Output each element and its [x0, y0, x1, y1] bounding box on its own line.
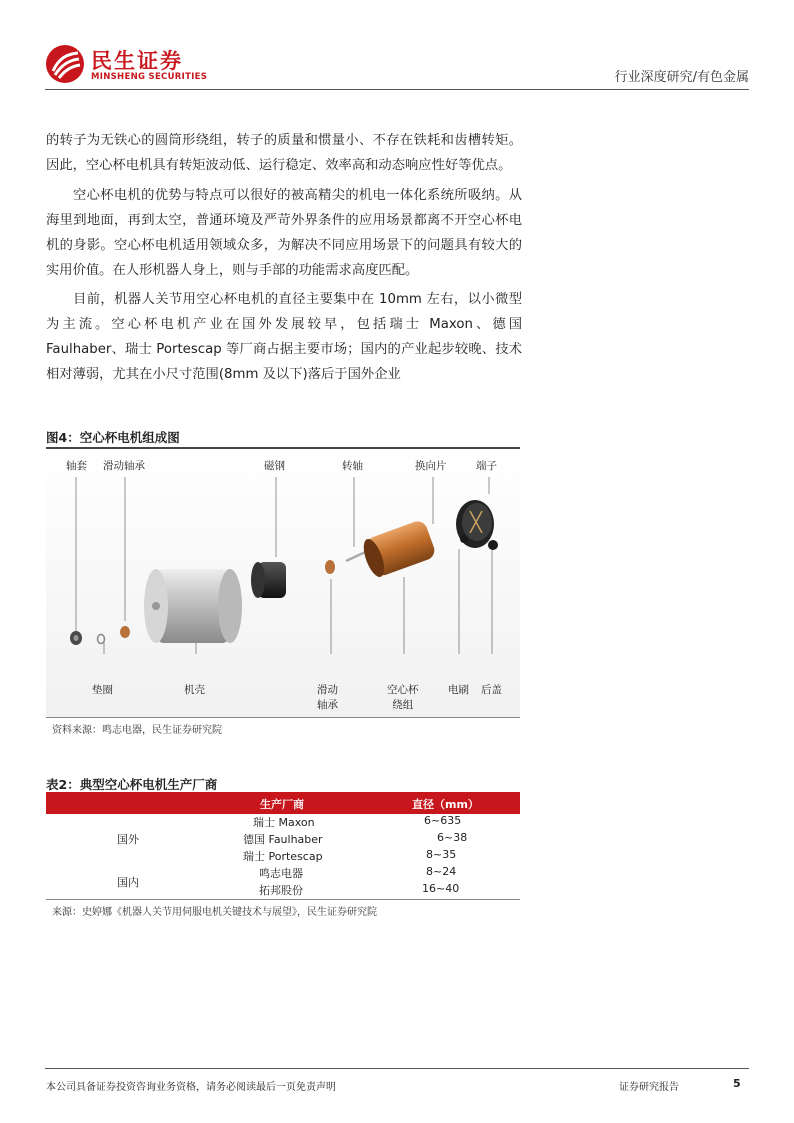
label-rear-cover: 后盖 — [481, 684, 502, 696]
minsheng-logo-icon — [45, 44, 85, 84]
label-brush: 电刷 — [448, 684, 469, 696]
label-magnet: 磁钢 — [264, 460, 285, 472]
report-category: 行业深度研究/有色金属 — [614, 70, 749, 85]
table-row-diameter: 6~38 — [437, 831, 468, 844]
footer-divider — [45, 1068, 749, 1069]
table-row-diameter: 16~40 — [422, 882, 460, 895]
table-row-diameter: 6~635 — [424, 814, 462, 827]
label-washer: 垫圈 — [92, 684, 113, 696]
label-terminal: 端子 — [476, 460, 497, 472]
logo-text-en: MINSHENG SECURITIES — [91, 72, 208, 82]
table-group-domestic: 国内 — [117, 876, 139, 889]
page-number: 5 — [733, 1077, 741, 1090]
footer-report-type: 证券研究报告 — [619, 1082, 679, 1093]
table-title: 表2：典型空心杯电机生产厂商 — [46, 777, 218, 792]
label-coreless-winding: 空心杯 绕组 — [387, 684, 419, 711]
figure-source: 资料来源：鸣志电器，民生证券研究院 — [52, 725, 222, 736]
table-row-maker: 瑞士 Portescap — [243, 850, 323, 863]
label-shaft-sleeve: 轴套 — [66, 460, 87, 472]
figure-bottom-rule — [46, 717, 520, 718]
label-sliding-bearing-top: 滑动轴承 — [103, 460, 145, 472]
table-row-diameter: 8~24 — [426, 865, 457, 878]
table-header-row — [46, 792, 520, 814]
footer-disclaimer: 本公司具备证券投资咨询业务资格，请务必阅读最后一页免责声明 — [46, 1082, 336, 1093]
logo-text-cn: 民生证券 — [91, 49, 183, 73]
table-row-maker: 德国 Faulhaber — [243, 833, 323, 846]
label-shaft: 转轴 — [342, 460, 363, 472]
label-commutator: 换向片 — [415, 460, 447, 472]
paragraph-2: 空心杯电机的优势与特点可以很好的被高精尖的机电一体化系统所吸纳。从海里到地面，再到太空，普通环境及严苛外界条件的应用场景都离不开空心杯电机的身影。空心杯电机适用领域众多，为解决不同应用场景下的问题具有较大的实用价值。在人形机器人身上，则与手部的功能需求高度匹配。 — [46, 188, 522, 278]
table-header-maker: 生产厂商 — [260, 798, 304, 811]
table-source: 来源：史婷娜《机器人关节用伺服电机关键技术与展望》，民生证券研究院 — [52, 907, 377, 918]
paragraph-1: 的转子为无铁心的圆筒形绕组，转子的质量和惯量小、不存在铁耗和齿槽转矩。因此，空心杯电机具有转矩波动低、运行稳定、效率高和动态响应性好等优点。 — [46, 133, 522, 173]
table-row-maker: 瑞士 Maxon — [253, 816, 315, 829]
table-row-diameter: 8~35 — [426, 848, 457, 861]
table-row-maker: 拓邦股份 — [259, 884, 303, 897]
motor-exploded-figure — [46, 449, 520, 717]
paragraph-3: 目前，机器人关节用空心杯电机的直径主要集中在 10mm 左右，以小微型为主流。空心杯电机产业在国外发展较早，包括瑞士 Maxon、德国 Faulhaber、瑞士 Portescap 等厂商占据主要市场；国内的产业起步较晚、技术相对薄弱，尤其在小尺寸范围(8mm 及以下)落后于国外企业 — [46, 292, 522, 382]
table-row-maker: 鸣志电器 — [259, 867, 303, 880]
header-divider — [45, 89, 749, 90]
table-header-diameter: 直径（mm） — [412, 798, 479, 811]
table-group-foreign: 国外 — [117, 833, 139, 846]
motor-exploded-illustration — [46, 449, 520, 717]
table-bottom-rule — [46, 899, 520, 900]
label-sliding-bearing-bottom: 滑动 轴承 — [317, 684, 338, 711]
page-header — [45, 40, 749, 90]
label-housing: 机壳 — [184, 684, 205, 696]
figure-title: 图4：空心杯电机组成图 — [46, 430, 180, 445]
